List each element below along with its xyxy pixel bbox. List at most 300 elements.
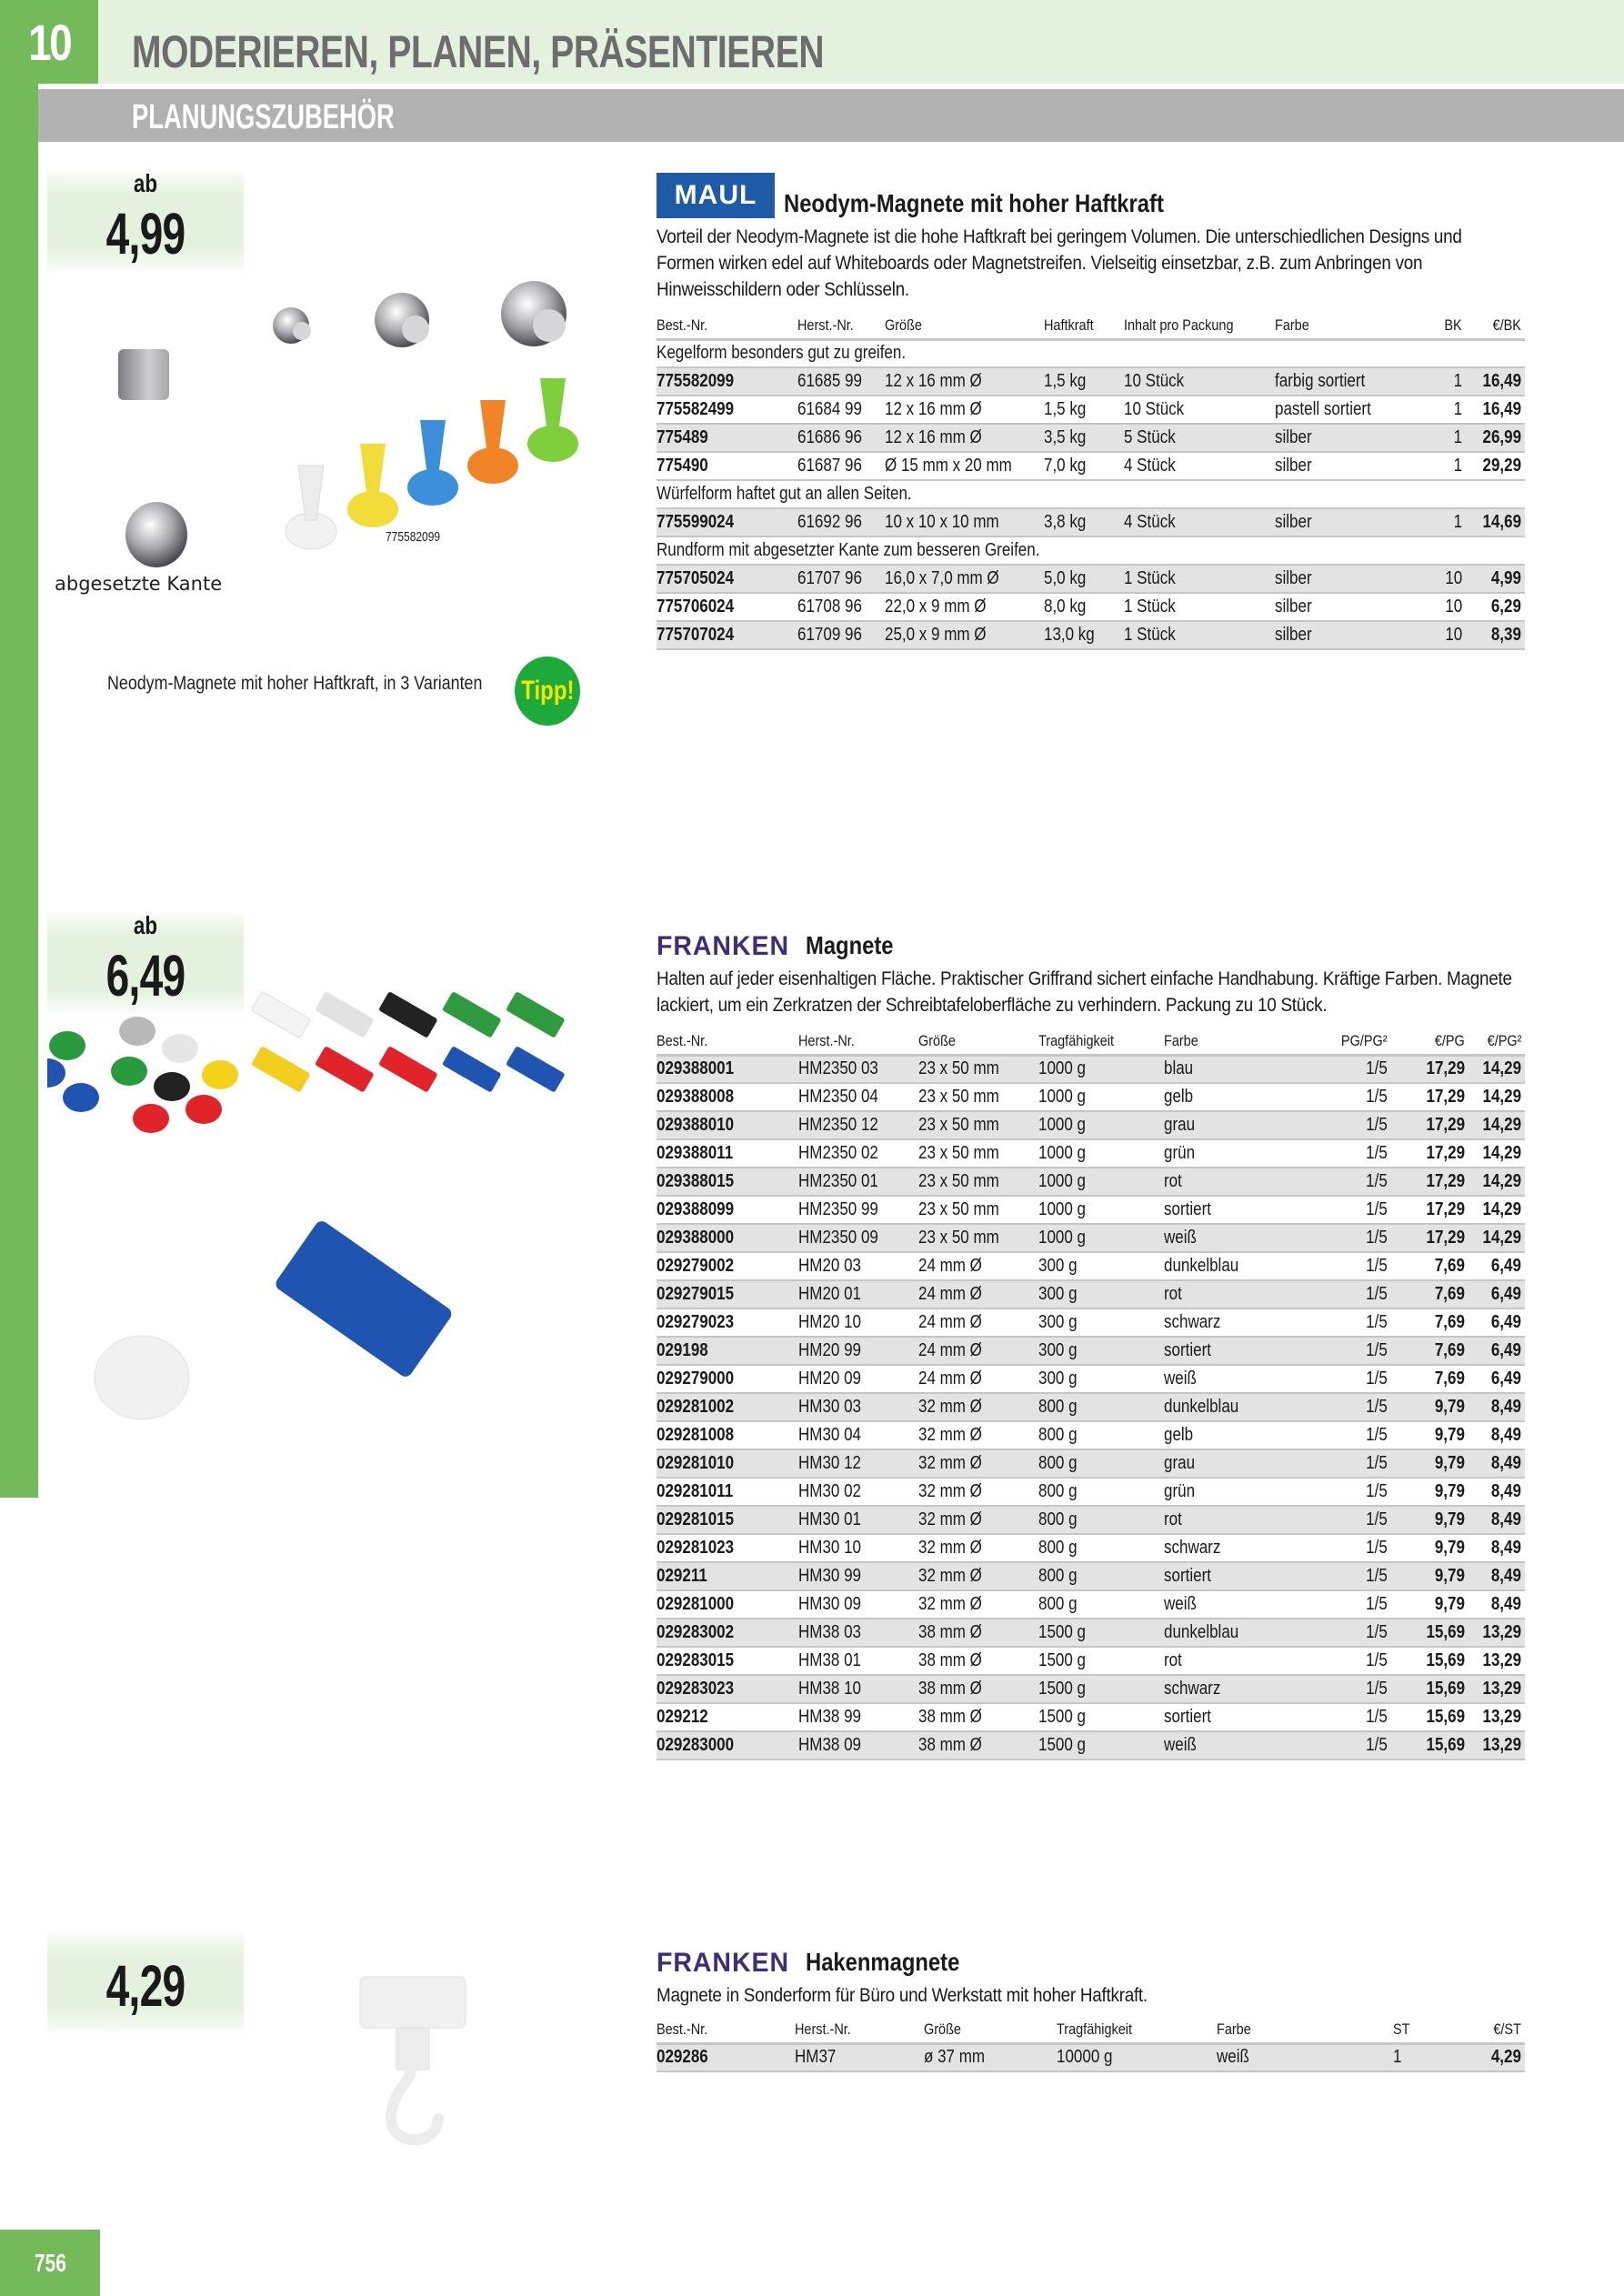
table-cell-text: 1500 g xyxy=(1038,1735,1086,1755)
table-cell-text: 24 mm Ø xyxy=(918,1340,982,1360)
table-cell-text: 1/5 xyxy=(1366,1425,1388,1445)
table-cell-text: 029388099 xyxy=(657,1199,735,1219)
table-cell xyxy=(918,1196,1038,1224)
table-cell-text: 775582499 xyxy=(657,399,735,419)
table-cell xyxy=(798,1421,918,1449)
table-cell xyxy=(1391,1562,1469,1590)
table-row xyxy=(657,621,1525,649)
table-cell-text: 029281000 xyxy=(657,1594,735,1614)
table-cell xyxy=(918,1478,1038,1506)
table-cell xyxy=(918,1534,1038,1562)
table-cell-text: schwarz xyxy=(1164,1312,1221,1332)
table-cell-text: 029388010 xyxy=(657,1115,735,1135)
table-cell-text: 61687 96 xyxy=(797,456,862,476)
price-prefix: ab xyxy=(133,169,158,197)
table-cell xyxy=(1038,1196,1164,1224)
table-cell-text: 029279002 xyxy=(657,1256,735,1276)
table-cell xyxy=(1466,508,1525,536)
table-cell-text: 9,79 xyxy=(1434,1425,1465,1445)
table-cell xyxy=(1391,1647,1469,1675)
table-cell-text: HM30 02 xyxy=(798,1481,861,1501)
column-header xyxy=(918,1029,1038,1055)
table-cell-text: 029211 xyxy=(657,1566,707,1586)
table-cell xyxy=(1044,508,1124,536)
table-row xyxy=(657,1703,1525,1731)
column-header-text: Herst.-Nr. xyxy=(798,1032,855,1050)
table-cell xyxy=(1038,1252,1164,1280)
table-cell xyxy=(1469,1619,1525,1647)
white-round-magnet xyxy=(95,1336,189,1419)
table-cell xyxy=(1420,508,1466,536)
table-cell xyxy=(1318,1619,1391,1647)
table-cell-text: 029279015 xyxy=(657,1284,735,1304)
table-cell xyxy=(1164,1083,1318,1111)
cube-magnet xyxy=(118,349,169,400)
table-cell xyxy=(1275,621,1420,649)
table-cell-text: 8,49 xyxy=(1490,1425,1521,1445)
table-cell xyxy=(1391,1619,1469,1647)
table-cell-text: 13,0 kg xyxy=(1044,625,1095,645)
table-cell xyxy=(1444,2043,1525,2071)
table-cell-text: ø 37 mm xyxy=(924,2047,986,2068)
table-cell-text: schwarz xyxy=(1164,1538,1221,1558)
table-cell-text: 22,0 x 9 mm Ø xyxy=(885,597,987,617)
table-cell-text: 12 x 16 mm Ø xyxy=(885,371,982,391)
table-cell xyxy=(1044,621,1124,649)
table-cell xyxy=(657,1196,798,1224)
table-row xyxy=(657,1619,1525,1647)
table-cell-text: 300 g xyxy=(1038,1369,1078,1389)
table-cell-text: 1/5 xyxy=(1366,1058,1388,1079)
column-header xyxy=(1318,1029,1391,1055)
table-cell-text: HM38 09 xyxy=(798,1735,861,1755)
table-cell-text: 6,29 xyxy=(1490,597,1521,617)
table-cell xyxy=(1038,1731,1164,1760)
table-cell xyxy=(1469,1337,1525,1365)
table-cell-text: 029281015 xyxy=(657,1509,735,1529)
table-cell-text: HM38 99 xyxy=(798,1707,861,1727)
table-cell-text: 61707 96 xyxy=(797,568,862,588)
table-row xyxy=(657,1139,1525,1168)
table-cell xyxy=(1038,1619,1164,1647)
table-cell xyxy=(657,508,797,536)
table-cell xyxy=(798,1703,918,1731)
table-cell-text: weiß xyxy=(1217,2047,1249,2068)
column-header xyxy=(885,314,1044,339)
table-cell-text: 3,8 kg xyxy=(1044,512,1087,532)
table-row xyxy=(657,424,1525,452)
table-cell xyxy=(657,593,797,621)
table-cell xyxy=(1469,1562,1525,1590)
table-cell-text: 24 mm Ø xyxy=(918,1369,982,1389)
table-cell xyxy=(657,2043,795,2071)
table-cell xyxy=(1164,1111,1318,1139)
table-cell xyxy=(657,1675,798,1703)
table-cell-text: pastell sortiert xyxy=(1275,399,1371,419)
table-cell xyxy=(1391,1675,1469,1703)
table-cell-text: 16,49 xyxy=(1482,371,1521,391)
table-cell xyxy=(1038,1562,1164,1590)
table-cell-text: HM30 01 xyxy=(798,1509,861,1529)
table-cell xyxy=(1391,1590,1469,1619)
table-cell-text: gelb xyxy=(1164,1087,1194,1107)
section-title: PLANUNGSZUBEHÖR xyxy=(132,98,395,136)
table-cell-text: 8,49 xyxy=(1490,1453,1521,1473)
table-cell-text: 775582099 xyxy=(657,371,735,391)
table-cell xyxy=(798,1168,918,1196)
table-cell-text: rot xyxy=(1164,1284,1182,1304)
table-cell xyxy=(1318,1449,1391,1478)
product-description: Halten auf jeder eisenhaltigen Fläche. Praktischer Griffrand sichert einfache Handhabung. Kräftige Farben. Magnete lackiert, um ein Zerkratzen der Schreibtafeloberfläche zu verhindern. Packung zu 10 Stück. xyxy=(657,968,1512,1016)
table-cell-text: 8,39 xyxy=(1490,625,1521,645)
table-cell xyxy=(1318,1590,1391,1619)
table-cell-text: HM20 10 xyxy=(798,1312,861,1332)
table-cell xyxy=(1469,1196,1525,1224)
table-cell-text: rot xyxy=(1164,1509,1182,1529)
table-cell-text: 800 g xyxy=(1038,1594,1078,1614)
table-cell xyxy=(885,593,1044,621)
table-cell-text: 7,69 xyxy=(1434,1284,1465,1304)
table-cell-text: 300 g xyxy=(1038,1284,1078,1304)
table-cell-text: 14,29 xyxy=(1482,1058,1521,1079)
table-cell-text: 029388001 xyxy=(657,1058,735,1079)
table-cell xyxy=(1164,1168,1318,1196)
table-cell-text: 4,99 xyxy=(1490,568,1521,588)
table-cell xyxy=(1164,1619,1318,1647)
table-cell xyxy=(1391,1083,1469,1111)
column-header xyxy=(1469,1029,1525,1055)
table-cell xyxy=(1469,1731,1525,1760)
table-row xyxy=(657,1506,1525,1534)
table-cell-text: 1,5 kg xyxy=(1044,371,1087,391)
table-cell-text: 029279023 xyxy=(657,1312,735,1332)
table-cell-text: 13,29 xyxy=(1482,1650,1521,1670)
table-cell xyxy=(918,1562,1038,1590)
table-cell xyxy=(1466,424,1525,452)
product-description: Magnete in Sonderform für Büro und Werkstatt mit hoher Haftkraft. xyxy=(657,1985,1148,2006)
table-cell-text: HM2350 03 xyxy=(798,1058,878,1079)
table-cell-text: 15,69 xyxy=(1426,1679,1465,1699)
table-cell xyxy=(918,1421,1038,1449)
table-cell xyxy=(1038,1337,1164,1365)
table-cell-text: 23 x 50 mm xyxy=(918,1171,999,1191)
table-cell-text: 029281002 xyxy=(657,1397,735,1417)
table-cell xyxy=(1124,508,1275,536)
table-cell xyxy=(1124,565,1275,593)
table-cell-text: 8,49 xyxy=(1490,1481,1521,1501)
table-cell-text: 23 x 50 mm xyxy=(918,1143,999,1163)
table-cell-text: 8,49 xyxy=(1490,1566,1521,1586)
table-cell-text: 029281011 xyxy=(657,1481,734,1501)
table-cell xyxy=(798,1506,918,1534)
table-cell-text: 32 mm Ø xyxy=(918,1397,982,1417)
column-header-text: €/PG² xyxy=(1487,1032,1521,1050)
table-cell xyxy=(798,1478,918,1506)
table-cell-text: 24 mm Ø xyxy=(918,1284,982,1304)
product-table-hakenmagnete xyxy=(657,2018,1525,2072)
table-cell-text: 8,0 kg xyxy=(1044,597,1087,617)
table-cell-text: 23 x 50 mm xyxy=(918,1199,999,1219)
table-cell xyxy=(657,1111,798,1139)
table-cell-text: 029281010 xyxy=(657,1453,735,1473)
table-cell xyxy=(797,396,885,424)
table-cell-text: 9,79 xyxy=(1434,1481,1465,1501)
table-cell-text: sortiert xyxy=(1164,1340,1211,1360)
table-cell-text: HM20 03 xyxy=(798,1256,861,1276)
table-cell xyxy=(1318,1562,1391,1590)
table-cell-text: silber xyxy=(1275,427,1312,447)
table-cell xyxy=(918,1393,1038,1421)
table-cell-text: 14,29 xyxy=(1482,1199,1521,1219)
table-cell xyxy=(918,1111,1038,1139)
table-cell-text: 1 xyxy=(1453,427,1462,447)
table-cell-text: weiß xyxy=(1164,1594,1197,1614)
table-cell-text: 1 Stück xyxy=(1124,625,1176,645)
table-cell xyxy=(1318,1055,1391,1083)
table-row xyxy=(657,1731,1525,1760)
table-cell xyxy=(1164,1055,1318,1083)
table-cell xyxy=(1466,367,1525,396)
column-header-text: Best.-Nr. xyxy=(657,316,708,335)
table-cell-text: 14,29 xyxy=(1482,1087,1521,1107)
table-cell xyxy=(657,1393,798,1421)
table-cell-text: 23 x 50 mm xyxy=(918,1087,999,1107)
table-cell xyxy=(1318,1139,1391,1168)
table-cell-text: 1/5 xyxy=(1366,1143,1388,1163)
table-cell xyxy=(1420,621,1466,649)
table-cell xyxy=(918,1365,1038,1393)
table-cell xyxy=(1469,1506,1525,1534)
group-label-text: Kegelform besonders gut zu greifen. xyxy=(657,343,907,364)
table-cell-text: 13,29 xyxy=(1482,1707,1521,1727)
table-cell xyxy=(885,508,1044,536)
column-header xyxy=(797,314,885,339)
table-cell-text: 38 mm Ø xyxy=(918,1650,982,1670)
table-cell-text: 1/5 xyxy=(1366,1340,1388,1360)
table-cell xyxy=(1391,1055,1469,1083)
table-cell-text: 9,79 xyxy=(1434,1453,1465,1473)
table-cell-text: rot xyxy=(1164,1650,1182,1670)
price-value: 4,99 xyxy=(105,201,185,266)
table-cell xyxy=(657,396,797,424)
table-cell xyxy=(1164,1703,1318,1731)
table-cell xyxy=(1420,424,1466,452)
table-cell xyxy=(1038,1308,1164,1337)
table-cell xyxy=(657,1703,798,1731)
table-cell xyxy=(1164,1252,1318,1280)
table-cell-text: HM20 01 xyxy=(798,1284,861,1304)
table-cell-text: 1/5 xyxy=(1366,1622,1388,1642)
table-cell xyxy=(1038,1365,1164,1393)
table-cell-text: 32 mm Ø xyxy=(918,1594,982,1614)
table-cell xyxy=(918,1083,1038,1111)
table-cell-text: 1/5 xyxy=(1366,1256,1388,1276)
table-cell-text: HM20 99 xyxy=(798,1340,861,1360)
table-cell xyxy=(885,396,1044,424)
table-cell xyxy=(1318,1534,1391,1562)
table-cell-text: 1500 g xyxy=(1038,1707,1086,1727)
column-header xyxy=(1389,2018,1444,2043)
column-header-text: Tragfähigkeit xyxy=(1038,1032,1115,1050)
table-cell-text: HM2350 09 xyxy=(798,1228,878,1248)
table-cell xyxy=(1391,1449,1469,1478)
table-cell xyxy=(1124,593,1275,621)
table-cell xyxy=(1038,1703,1164,1731)
table-cell-text: 800 g xyxy=(1038,1538,1078,1558)
table-cell-text: 8,49 xyxy=(1490,1538,1521,1558)
table-cell-text: 4 Stück xyxy=(1124,512,1176,532)
table-cell-text: 1000 g xyxy=(1038,1171,1086,1191)
table-cell xyxy=(1466,396,1525,424)
table-cell-text: 1 Stück xyxy=(1124,597,1176,617)
table-cell xyxy=(1038,1393,1164,1421)
table-cell-text: 1/5 xyxy=(1366,1115,1388,1135)
table-cell-text: 1 xyxy=(1453,456,1462,476)
table-cell xyxy=(1164,1449,1318,1478)
table-cell-text: 800 g xyxy=(1038,1425,1078,1445)
table-cell-text: 23 x 50 mm xyxy=(918,1058,999,1079)
table-cell-text: 1/5 xyxy=(1366,1087,1388,1107)
table-cell-text: dunkelblau xyxy=(1164,1622,1239,1642)
table-cell xyxy=(1164,1280,1318,1308)
column-header-text: Best.-Nr. xyxy=(657,2020,708,2039)
table-cell-text: 1/5 xyxy=(1366,1707,1388,1727)
table-cell-text: 16,0 x 7,0 mm Ø xyxy=(885,568,999,588)
table-cell-text: 800 g xyxy=(1038,1566,1078,1586)
table-cell-text: 1/5 xyxy=(1366,1228,1388,1248)
table-cell-text: 1/5 xyxy=(1366,1369,1388,1389)
table-cell-text: 9,79 xyxy=(1434,1538,1465,1558)
table-cell xyxy=(657,1506,798,1534)
table-cell xyxy=(1420,367,1466,396)
table-cell xyxy=(1044,593,1124,621)
table-cell-text: weiß xyxy=(1164,1228,1197,1248)
brand-logo-franken: FRANKEN xyxy=(657,1948,789,1978)
table-cell xyxy=(798,1619,918,1647)
product-image-neodym xyxy=(47,246,593,627)
table-cell-text: 10000 g xyxy=(1057,2047,1113,2068)
table-cell xyxy=(1391,1365,1469,1393)
table-cell-text: 5,0 kg xyxy=(1044,568,1087,588)
table-cell-text: 10 xyxy=(1445,568,1462,588)
table-cell xyxy=(918,1506,1038,1534)
table-cell-text: silber xyxy=(1275,456,1312,476)
table-cell xyxy=(657,1252,798,1280)
column-header xyxy=(657,1029,798,1055)
table-cell xyxy=(798,1280,918,1308)
table-cell-text: 1/5 xyxy=(1366,1397,1388,1417)
table-cell xyxy=(1038,1111,1164,1139)
table-cell xyxy=(797,565,885,593)
table-cell xyxy=(1038,1055,1164,1083)
table-cell-text: 1/5 xyxy=(1366,1650,1388,1670)
table-cell-text: HM37 xyxy=(795,2047,837,2068)
table-cell-text: 6,49 xyxy=(1490,1284,1521,1304)
product-table-neodym xyxy=(657,314,1525,650)
table-row xyxy=(657,367,1525,396)
table-cell xyxy=(1391,1506,1469,1534)
table-cell xyxy=(1469,1224,1525,1252)
brand-logo-maul: MAUL xyxy=(657,173,775,218)
table-cell xyxy=(1038,1478,1164,1506)
product-description: Vorteil der Neodym-Magnete ist die hohe Haftkraft bei geringem Volumen. Die unterschiedlichen Designs und Formen wirken edel auf Whiteboards oder Magnetstreifen. Vielseitig einsetzbar, z.B. zum Anbringen von Hinweisschildern oder Schlüsseln. xyxy=(657,226,1462,300)
table-cell xyxy=(1318,1083,1391,1111)
table-cell-text: 14,29 xyxy=(1482,1228,1521,1248)
table-cell xyxy=(797,367,885,396)
table-cell xyxy=(1469,1647,1525,1675)
table-cell-text: 1/5 xyxy=(1366,1199,1388,1219)
table-cell xyxy=(885,424,1044,452)
table-cell-text: 1/5 xyxy=(1366,1481,1388,1501)
table-cell xyxy=(1469,1139,1525,1168)
table-cell-text: HM38 03 xyxy=(798,1622,861,1642)
table-cell xyxy=(797,621,885,649)
column-header xyxy=(1038,1029,1164,1055)
table-cell-text: 6,49 xyxy=(1490,1312,1521,1332)
table-cell xyxy=(918,1675,1038,1703)
table-cell xyxy=(1469,1703,1525,1731)
table-cell-text: HM20 09 xyxy=(798,1369,861,1389)
table-cell-text: 15,69 xyxy=(1426,1735,1465,1755)
table-row xyxy=(657,1055,1525,1083)
table-cell xyxy=(1044,565,1124,593)
table-cell-text: 029388011 xyxy=(657,1143,734,1163)
column-header xyxy=(1391,1029,1469,1055)
table-cell xyxy=(1318,1168,1391,1196)
table-cell xyxy=(1275,565,1420,593)
table-row xyxy=(657,452,1525,480)
product-block-neodym xyxy=(657,167,1525,650)
table-cell xyxy=(1391,1393,1469,1421)
table-cell-text: farbig sortiert xyxy=(1275,371,1366,391)
table-cell-text: 15,69 xyxy=(1426,1650,1465,1670)
table-cell xyxy=(657,1619,798,1647)
group-label-text: Rundform mit abgesetzter Kante zum besseren Greifen. xyxy=(657,540,1040,560)
table-cell xyxy=(798,1590,918,1619)
table-cell-text: 775706024 xyxy=(657,597,735,617)
table-cell-text: 17,29 xyxy=(1426,1087,1465,1107)
table-cell-text: 029283000 xyxy=(657,1735,735,1755)
cone-magnets xyxy=(286,378,578,549)
table-cell-text: dunkelblau xyxy=(1164,1397,1239,1417)
table-cell xyxy=(797,452,885,480)
table-cell xyxy=(1164,1675,1318,1703)
image-caption-edge: abgesetzte Kante xyxy=(55,573,223,595)
table-cell xyxy=(1469,1308,1525,1337)
table-cell xyxy=(1164,1731,1318,1760)
table-cell-text: 10 xyxy=(1445,597,1462,617)
table-cell-text: 8,49 xyxy=(1490,1509,1521,1529)
table-cell xyxy=(1391,1139,1469,1168)
table-cell xyxy=(1318,1478,1391,1506)
table-cell-text: 1/5 xyxy=(1366,1735,1388,1755)
page-number-badge xyxy=(0,2230,100,2296)
table-row xyxy=(657,1083,1525,1111)
table-cell-text: 24 mm Ø xyxy=(918,1312,982,1332)
table-cell-text: 775599024 xyxy=(657,512,735,532)
table-cell xyxy=(918,1703,1038,1731)
table-cell-text: 6,49 xyxy=(1490,1369,1521,1389)
column-header xyxy=(1057,2018,1217,2043)
table-cell-text: 4,29 xyxy=(1490,2047,1521,2068)
table-cell-text: HM30 12 xyxy=(798,1453,861,1473)
table-cell xyxy=(797,424,885,452)
table-cell-text: 9,79 xyxy=(1434,1397,1465,1417)
pot-magnet-large xyxy=(501,281,566,346)
table-cell xyxy=(657,1421,798,1449)
table-cell xyxy=(1124,621,1275,649)
table-cell xyxy=(657,452,797,480)
